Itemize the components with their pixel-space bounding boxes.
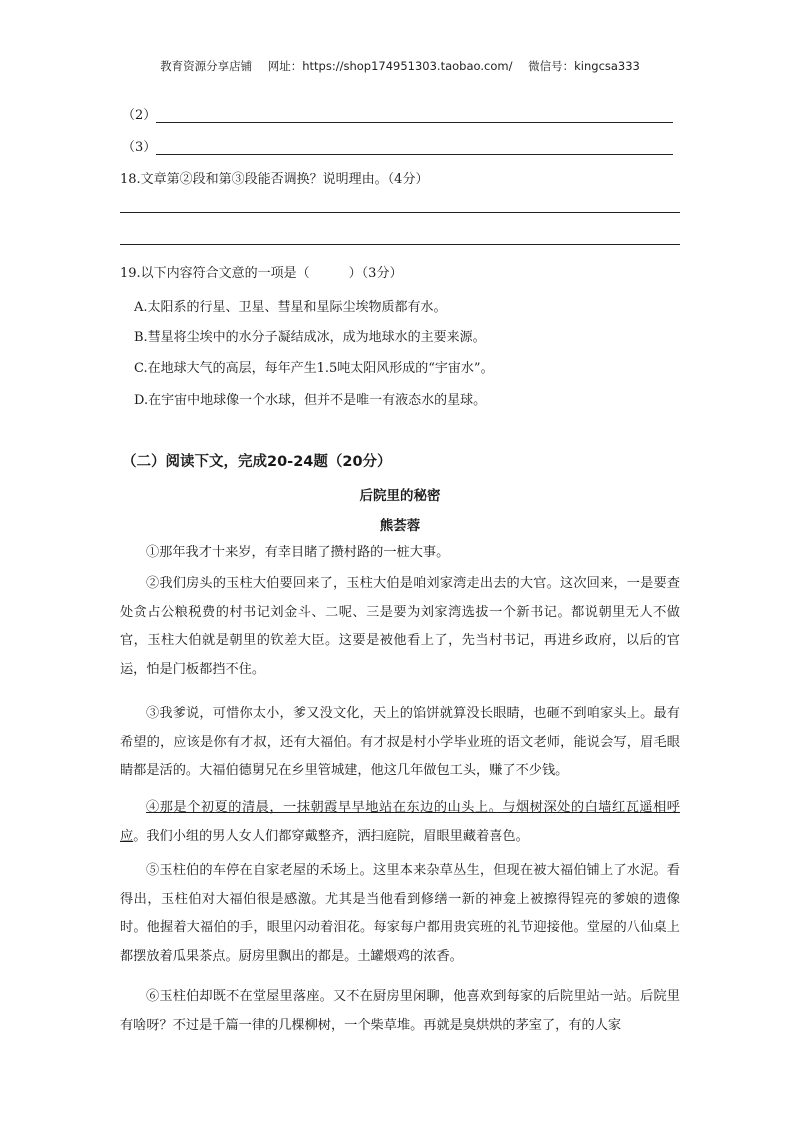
paragraph-4-rest: 。我们小组的男人女人们都穿戴整齐，洒扫庭院，眉眼里藏着喜色。: [133, 828, 529, 844]
paragraph-3: ③我爹说，可惜你太小，爹又没文化，天上的馅饼就算没长眼睛，也砸不到咱家头上。最有希望的，应该是你有才叔，还有大福伯。有才叔是村小学毕业班的语文老师，能说会写，眉毛眼睛都是活的。大福伯德舅兄在乡里管城建，他这几年做包工头，赚了不少钱。: [120, 706, 680, 779]
article-author: 熊荟蓉: [379, 518, 421, 534]
q18-answer-line-2[interactable]: [120, 244, 680, 245]
paragraph-1: ①那年我才十来岁，有幸目睹了攒村路的一桩大事。: [146, 545, 450, 560]
article-title: 后院里的秘密: [359, 488, 441, 504]
answer-line-2-label: （2）: [122, 108, 157, 123]
header-shop: 教育资源分享店铺: [160, 59, 253, 73]
paragraph-5: ⑤玉柱伯的车停在自家老屋的禾场上。这里本来杂草丛生，但现在被大福伯铺上了水泥。看得出，玉柱伯对大福伯很是感激。尤其是当他看到修缮一新的神龛上被擦得锃亮的爹娘的遗像时。他握着大福伯的手，眼里闪动着泪花。每家每户都用贵宾班的礼节迎接他。堂屋的八仙桌上都摆放着瓜果茶点。厨房里飘出的都是。土罐煨鸡的浓香。: [120, 863, 680, 965]
answer-line-3: [122, 136, 673, 155]
answer-line-3-label: （3）: [122, 140, 157, 155]
answer-line-2-rule[interactable]: [156, 108, 673, 123]
paragraph-2: ②我们房头的玉柱大伯要回来了，玉柱大伯是咱刘家湾走出去的大官。这次回来，一是要查处贪占公粮税费的村书记刘金斗、二呢、三是要为刘家湾选拔一个新书记。都说朝里无人不做官，玉柱大伯就是朝里的钦差大臣。这要是被他看上了，先当村书记，再进乡政府，以后的官运，怕是门板都挡不住。: [120, 576, 680, 678]
header-wechat: 微信号：kingcsa333: [528, 59, 640, 73]
answer-line-2: [122, 104, 673, 123]
section-heading: （二）阅读下文，完成20-24题（20分）: [122, 454, 392, 470]
q19-option-c: C.在地球大气的高层，每年产生1.5吨太阳风形成的“宇宙水”。: [134, 361, 494, 376]
question-19: 19.以下内容符合文意的一项是（ ）（3分）: [120, 266, 403, 281]
paragraph-4-underlined: ④那是个初夏的清晨，一抹朝霞早早地站在东边的山头上。与烟树深处的白墙红瓦遥相呼应: [120, 800, 680, 844]
q18-answer-line-1[interactable]: [120, 212, 680, 213]
page-header: [0, 58, 800, 74]
q19-option-b: B.彗星将尘埃中的水分子凝结成冰，成为地球水的主要来源。: [134, 330, 486, 345]
paragraph-6: ⑥玉柱伯却既不在堂屋里落座。又不在厨房里闲聊，他喜欢到每家的后院里站一站。后院里有啥呀？不过是千篇一律的几棵柳树，一个柴草堆。再就是臭烘烘的茅室了，有的人家: [120, 989, 680, 1033]
answer-line-3-rule[interactable]: [156, 140, 673, 155]
q19-option-a: A.太阳系的行星、卫星、彗星和星际尘埃物质都有水。: [134, 300, 447, 315]
q19-option-d: D.在宇宙中地球像一个水球，但并不是唯一有液态水的星球。: [134, 393, 487, 408]
header-url: 网址：https://shop174951303.taobao.com/: [267, 59, 513, 73]
question-18: 18.文章第②段和第③段能否调换？说明理由。（4分）: [120, 172, 429, 187]
paragraph-4: [120, 794, 680, 851]
